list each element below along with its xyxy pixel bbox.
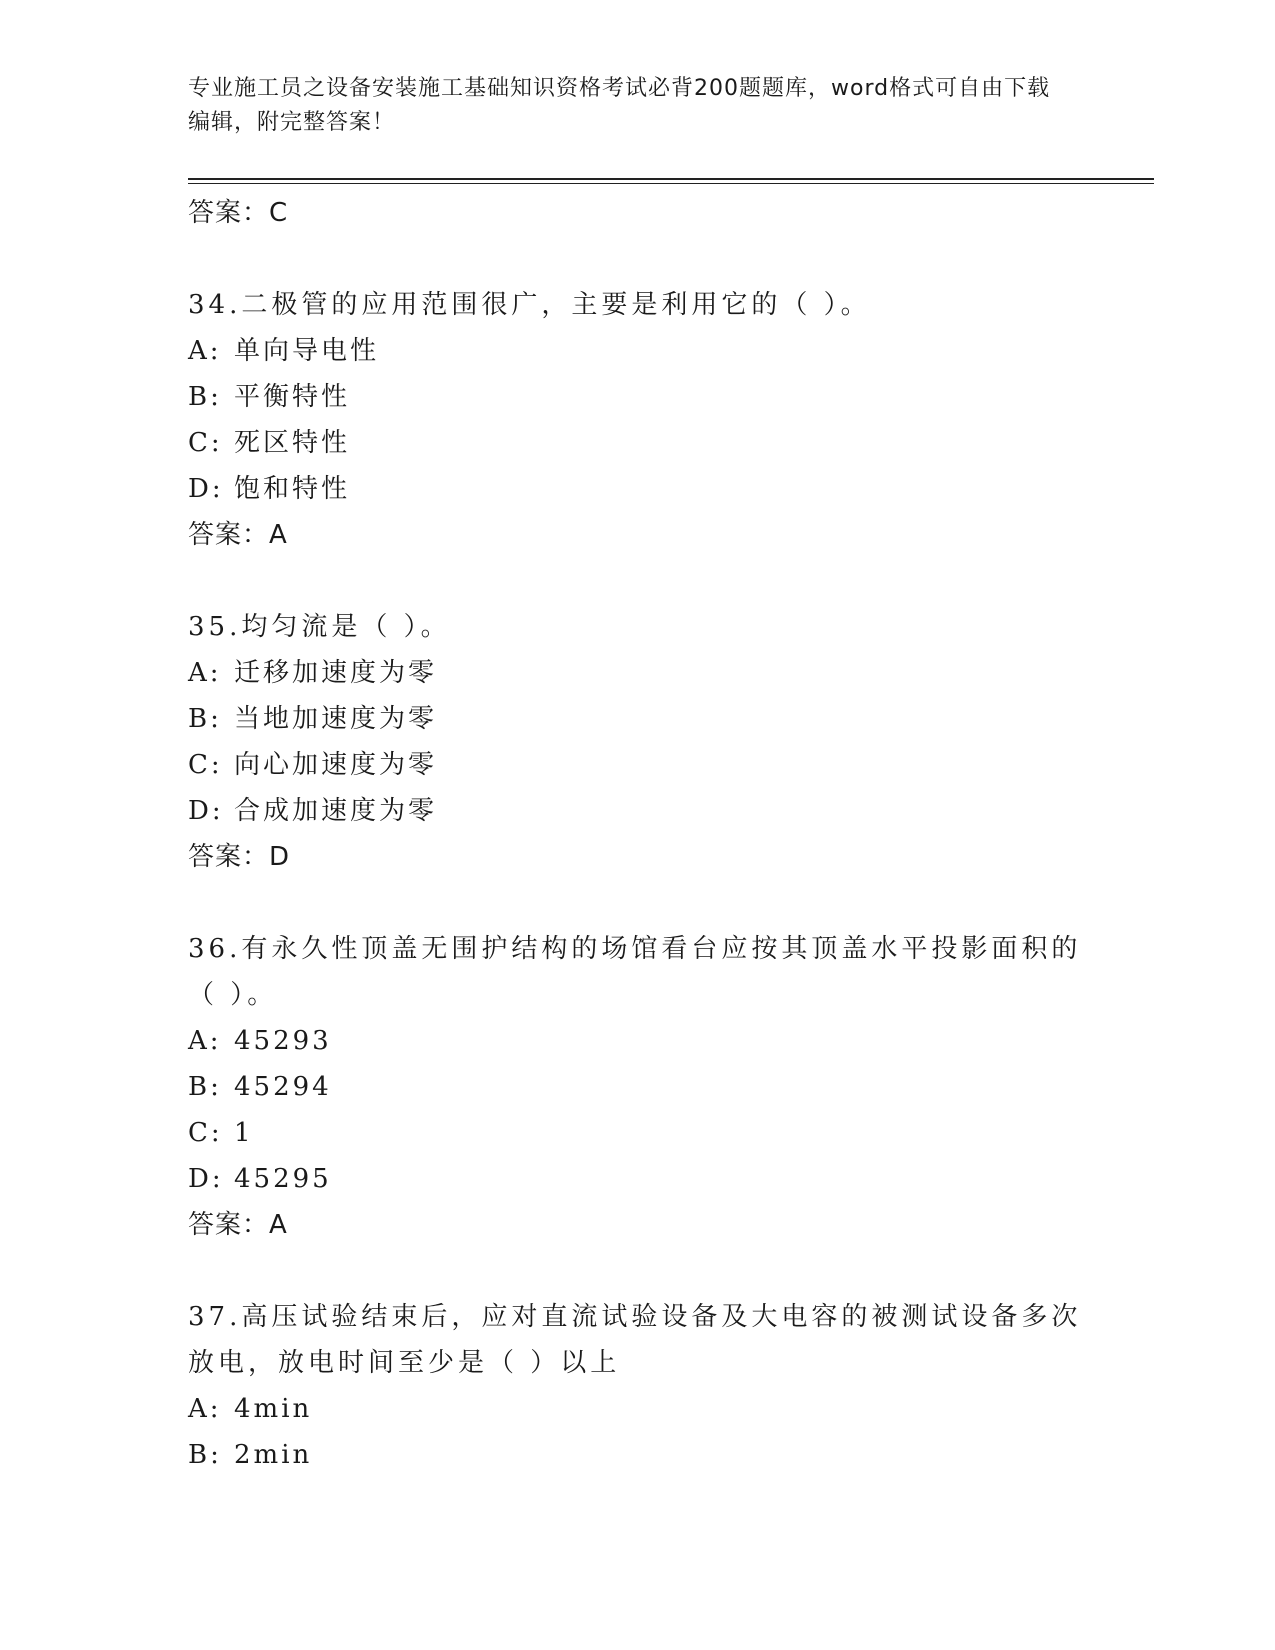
spacer <box>188 236 1088 282</box>
header-description: 专业施工员之设备安装施工基础知识资格考试必背200题题库，word格式可自由下载编辑，附完整答案！ <box>188 76 1051 135</box>
question-block-35 <box>188 604 1088 880</box>
option-c <box>188 742 1088 788</box>
option-b <box>188 1064 1088 1110</box>
question-stem: 37.高压试验结束后，应对直流试验设备及大电容的被测试设备多次放电，放电时间至少是（ ）以上 <box>188 1302 1082 1378</box>
option-c <box>188 1110 1088 1156</box>
option-text: 45294 <box>234 1072 332 1102</box>
option-a <box>188 328 1088 374</box>
option-a <box>188 1018 1088 1064</box>
question-stem: 35.均匀流是（ ）。 <box>188 612 451 642</box>
option-letter: B: <box>188 1072 222 1102</box>
option-text: 合成加速度为零 <box>234 796 438 826</box>
answer-line: 答案：A <box>188 520 288 550</box>
option-letter: D: <box>188 1164 224 1194</box>
option-letter: C: <box>188 428 223 458</box>
option-letter: A: <box>188 1026 222 1056</box>
option-letter: C: <box>188 1118 223 1148</box>
option-letter: D: <box>188 474 224 504</box>
question-block-34 <box>188 282 1088 558</box>
option-letter: B: <box>188 1440 222 1470</box>
option-text: 45293 <box>234 1026 332 1056</box>
option-d <box>188 466 1088 512</box>
option-text: 平衡特性 <box>234 382 351 412</box>
option-text: 饱和特性 <box>234 474 351 504</box>
option-letter: A: <box>188 658 222 688</box>
answer-line: 答案：D <box>188 842 291 872</box>
option-letter: D: <box>188 796 224 826</box>
question-list <box>188 190 1088 1478</box>
option-text: 向心加速度为零 <box>234 750 438 780</box>
option-letter: C: <box>188 750 223 780</box>
option-letter: A: <box>188 336 222 366</box>
option-letter: B: <box>188 382 222 412</box>
option-d <box>188 788 1088 834</box>
header-divider-thick <box>188 178 1154 180</box>
option-a <box>188 650 1088 696</box>
question-stem: 36.有永久性顶盖无围护结构的场馆看台应按其顶盖水平投影面积的（ ）。 <box>188 934 1082 1010</box>
option-a <box>188 1386 1088 1432</box>
option-text: 当地加速度为零 <box>234 704 438 734</box>
question-stem: 34.二极管的应用范围很广，主要是利用它的（ ）。 <box>188 290 871 320</box>
answer-line: 答案：A <box>188 1210 288 1240</box>
option-d <box>188 1156 1088 1202</box>
option-text: 45295 <box>234 1164 332 1194</box>
header-divider-thin <box>188 183 1154 184</box>
question-block-36 <box>188 926 1088 1248</box>
option-text: 单向导电性 <box>234 336 380 366</box>
option-b <box>188 1432 1088 1478</box>
option-letter: B: <box>188 704 222 734</box>
option-text: 2min <box>234 1440 313 1470</box>
option-b <box>188 696 1088 742</box>
option-text: 1 <box>234 1118 254 1148</box>
spacer <box>188 880 1088 926</box>
option-text: 死区特性 <box>234 428 351 458</box>
option-letter: A: <box>188 1394 222 1424</box>
option-c <box>188 420 1088 466</box>
option-b <box>188 374 1088 420</box>
question-block-37 <box>188 1294 1088 1478</box>
option-text: 4min <box>234 1394 313 1424</box>
spacer <box>188 558 1088 604</box>
document-header <box>188 72 1068 140</box>
option-text: 迁移加速度为零 <box>234 658 438 688</box>
previous-answer: 答案：C <box>188 198 289 228</box>
spacer <box>188 1248 1088 1294</box>
